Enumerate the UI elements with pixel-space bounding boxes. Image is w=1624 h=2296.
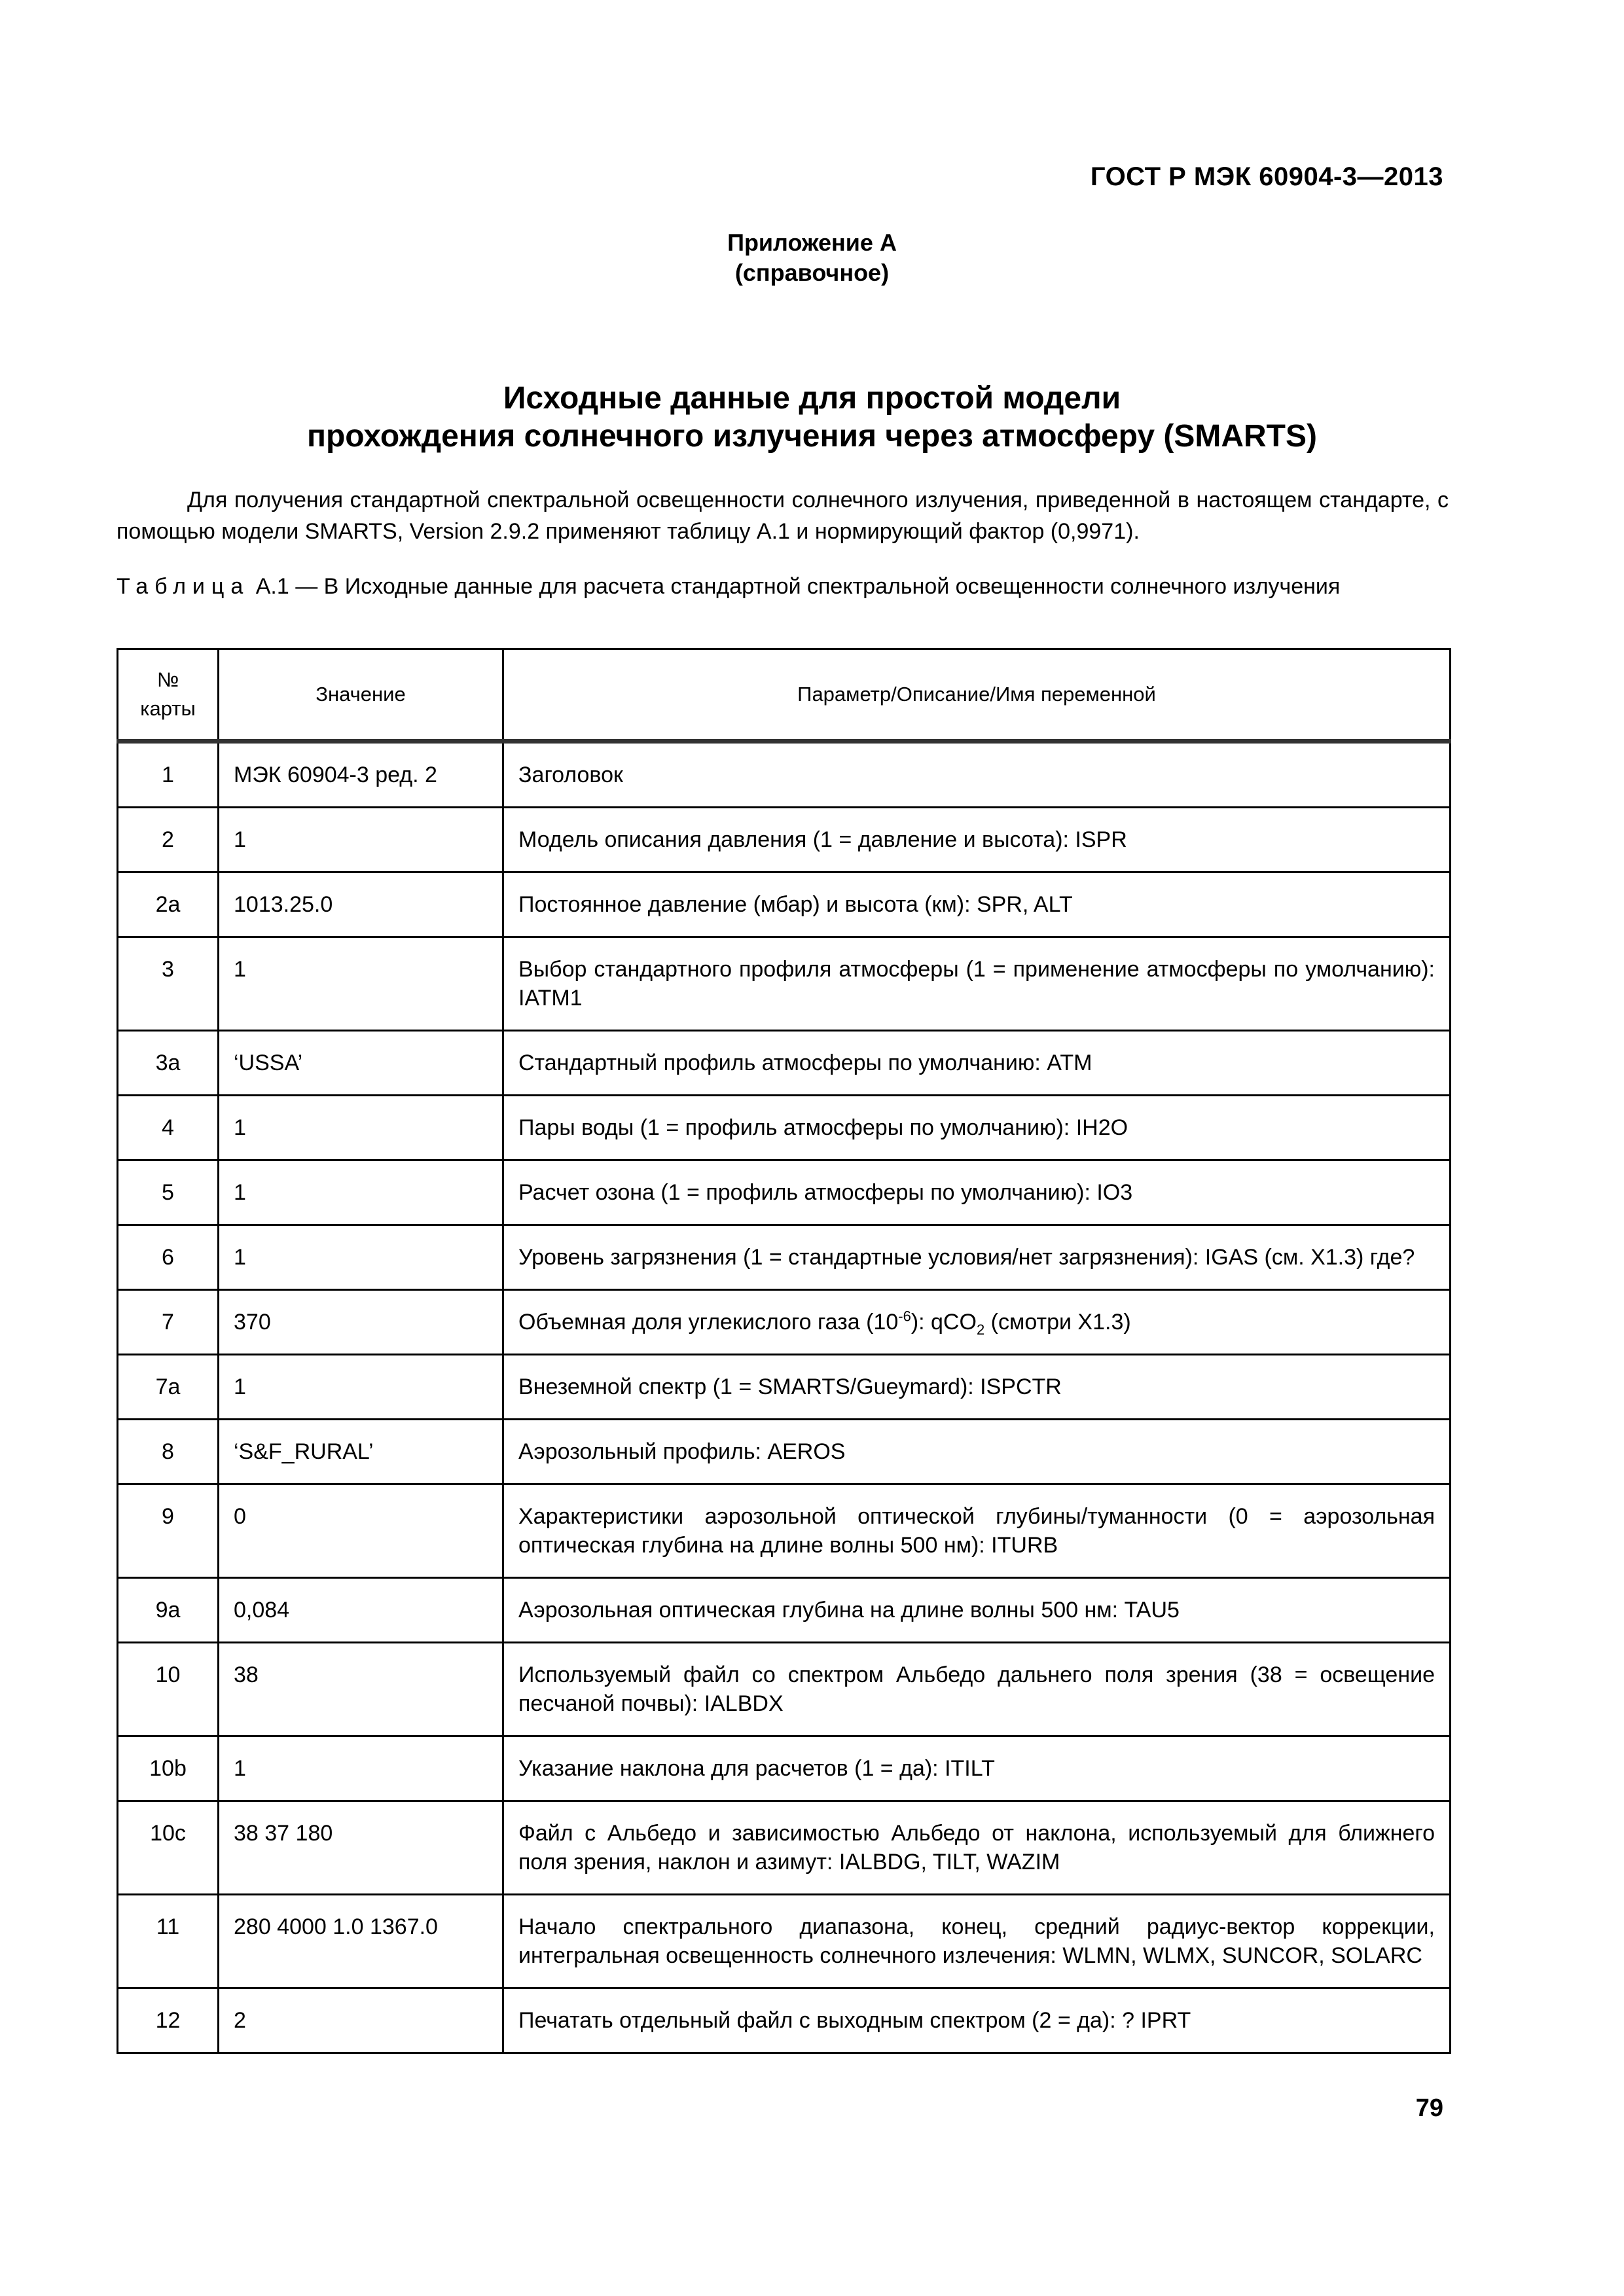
card-description: Файл с Альбедо и зависимостью Альбедо от наклона, используемый для ближнего поля зрения, наклон и азимут: IALBDG, TILT, WAZIM	[503, 1801, 1451, 1895]
table-row	[118, 742, 1451, 808]
card-number: 9a	[118, 1578, 219, 1643]
annex-heading	[0, 228, 1624, 288]
header-parameter: Параметр/Описание/Имя переменной	[503, 649, 1451, 742]
card-number: 5	[118, 1160, 219, 1225]
table-row	[118, 1801, 1451, 1895]
card-description: Выбор стандартного профиля атмосферы (1 = применение атмосферы по умолчанию): IATM1	[503, 937, 1451, 1031]
card-number: 3	[118, 937, 219, 1031]
card-number: 2	[118, 808, 219, 872]
card-value: 2	[219, 1988, 503, 2053]
card-number: 10	[118, 1643, 219, 1736]
header-value: Значение	[219, 649, 503, 742]
table-row	[118, 808, 1451, 872]
card-description: Постоянное давление (мбар) и высота (км): SPR, ALT	[503, 872, 1451, 937]
table-row	[118, 1355, 1451, 1420]
card-value: 1	[219, 1736, 503, 1801]
title-line-2: прохождения солнечного излучения через атмосферу (SMARTS)	[306, 419, 1317, 454]
card-description: Стандартный профиль атмосферы по умолчанию: ATM	[503, 1031, 1451, 1096]
card-number: 11	[118, 1895, 219, 1988]
title-line-1: Исходные данные для простой модели	[503, 381, 1121, 416]
card-value: 0,084	[219, 1578, 503, 1643]
card-value: 38	[219, 1643, 503, 1736]
card-value: 1	[219, 808, 503, 872]
card-description: Начало спектрального диапазона, конец, средний радиус-вектор коррекции, интегральная освещенность солнечного излечения: WLMN, WLMX, SUNCOR, SOLARC	[503, 1895, 1451, 1988]
annex-type: (справочное)	[734, 259, 890, 286]
card-description: Аэрозольная оптическая глубина на длине волны 500 нм: TAU5	[503, 1578, 1451, 1643]
card-number: 10b	[118, 1736, 219, 1801]
intro-paragraph: Для получения стандартной спектральной освещенности солнечного излучения, приведенной в настоящем стандарте, с помощью модели SMARTS, Version 2.9.2 применяют таблицу А.1 и нормирующий фактор (0,9971).	[117, 488, 1449, 544]
card-description: Модель описания давления (1 = давление и высота): ISPR	[503, 808, 1451, 872]
card-number: 4	[118, 1096, 219, 1160]
card-value: 38 37 180	[219, 1801, 503, 1895]
table-row	[118, 1578, 1451, 1643]
table-row	[118, 937, 1451, 1031]
table-row	[118, 1096, 1451, 1160]
card-description: Печатать отдельный файл с выходным спектром (2 = да): ? IPRT	[503, 1988, 1451, 2053]
card-description: Заголовок	[503, 742, 1451, 808]
card-description: Внеземной спектр (1 = SMARTS/Gueymard): ISPCTR	[503, 1355, 1451, 1420]
card-value: МЭК 60904-3 ред. 2	[219, 742, 503, 808]
card-value: 1	[219, 1096, 503, 1160]
table-caption-word: Таблица	[117, 574, 250, 599]
card-description: Расчет озона (1 = профиль атмосферы по умолчанию): IO3	[503, 1160, 1451, 1225]
card-value: 0	[219, 1484, 503, 1578]
card-description: Аэрозольный профиль: AEROS	[503, 1420, 1451, 1484]
card-number: 9	[118, 1484, 219, 1578]
card-number: 7	[118, 1290, 219, 1355]
parameters-table	[117, 648, 1451, 2054]
card-number: 10c	[118, 1801, 219, 1895]
card-value: 280 4000 1.0 1367.0	[219, 1895, 503, 1988]
card-value: 1	[219, 1225, 503, 1290]
card-number: 1	[118, 742, 219, 808]
card-value: ‘USSA’	[219, 1031, 503, 1096]
card-number: 8	[118, 1420, 219, 1484]
card-number: 3a	[118, 1031, 219, 1096]
card-value: ‘S&F_RURAL’	[219, 1420, 503, 1484]
card-value: 1	[219, 937, 503, 1031]
card-description: Используемый файл со спектром Альбедо дальнего поля зрения (38 = освещение песчаной почвы): IALBDX	[503, 1643, 1451, 1736]
standard-code: ГОСТ Р МЭК 60904-3—2013	[1090, 162, 1443, 191]
card-description: Указание наклона для расчетов (1 = да): ITILT	[503, 1736, 1451, 1801]
card-number: 2a	[118, 872, 219, 937]
card-description: Пары воды (1 = профиль атмосферы по умолчанию): IH2O	[503, 1096, 1451, 1160]
table-row	[118, 1031, 1451, 1096]
card-description: Характеристики аэрозольной оптической глубины/туманности (0 = аэрозольная оптическая глубина на длине волны 500 нм): ITURB	[503, 1484, 1451, 1578]
card-number: 6	[118, 1225, 219, 1290]
table-row	[118, 1160, 1451, 1225]
table-row	[118, 1420, 1451, 1484]
card-value: 1	[219, 1160, 503, 1225]
table-row	[118, 1988, 1451, 2053]
table-row	[118, 1290, 1451, 1355]
card-description: Уровень загрязнения (1 = стандартные условия/нет загрязнения): IGAS (см. X1.3) где?	[503, 1225, 1451, 1290]
table-row	[118, 1895, 1451, 1988]
card-value: 1013.25.0	[219, 872, 503, 937]
table-row	[118, 1736, 1451, 1801]
table-caption	[117, 571, 1449, 602]
header-card-number: № карты	[118, 649, 219, 742]
table-row	[118, 1643, 1451, 1736]
document-title	[0, 380, 1624, 456]
table-row	[118, 1484, 1451, 1578]
table-header-row	[118, 649, 1451, 742]
table-row	[118, 872, 1451, 937]
card-number: 7a	[118, 1355, 219, 1420]
annex-label: Приложение А	[727, 229, 897, 256]
page-number: 79	[1415, 2094, 1443, 2122]
card-number: 12	[118, 1988, 219, 2053]
table-caption-text: А.1 — В Исходные данные для расчета стандартной спектральной освещенности солнечного излучения	[249, 574, 1341, 599]
card-value: 1	[219, 1355, 503, 1420]
card-description: Объемная доля углекислого газа $(10^{-6})$: qCO$_2$ (смотри X1.3)	[503, 1290, 1451, 1355]
card-value: 370	[219, 1290, 503, 1355]
table-row	[118, 1225, 1451, 1290]
